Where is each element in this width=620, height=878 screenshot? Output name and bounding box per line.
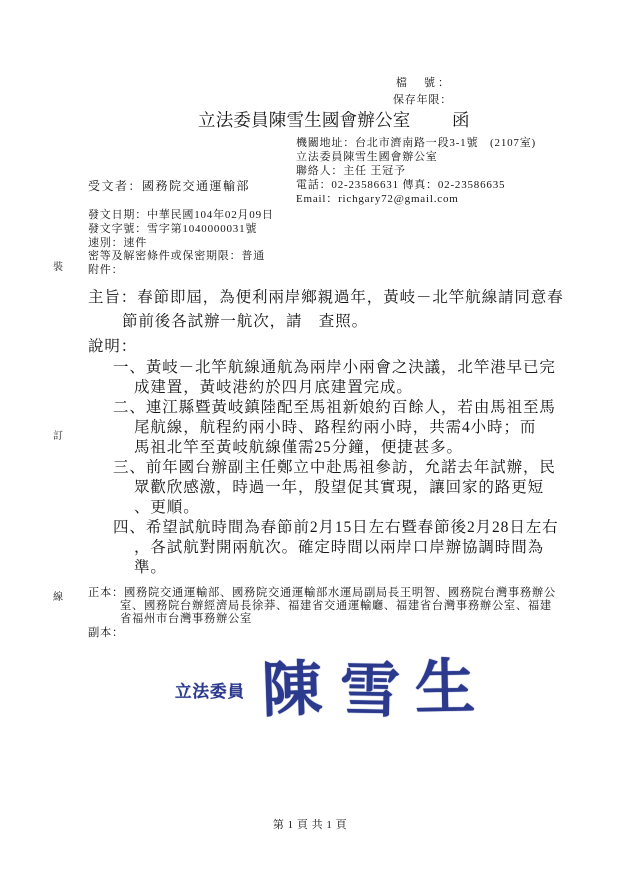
explanation-item-4 [113, 518, 559, 538]
sender-fax: 02-23586635 [437, 179, 506, 191]
classification-value: 普通 [241, 250, 266, 262]
reference-number-row [88, 222, 257, 236]
explanation-item-2 [113, 398, 556, 418]
sender-email: richgary72@gmail.com [338, 193, 459, 205]
item-text: 黃岐－北竿航線通航為兩岸小兩會之決議，北竿港早已完 [145, 359, 556, 376]
original-recipients-continued: 省福州市台灣事務辦公室 [120, 613, 252, 625]
item-text-continued: 準。 [134, 559, 167, 576]
sender-office: 立法委員陳雪生國會辦公室 [296, 151, 438, 163]
item-number: 二、 [113, 399, 146, 416]
margin-mark-binding: 裝 [53, 262, 63, 273]
item-number: 一、 [113, 359, 146, 376]
urgency-label: 速別： [88, 237, 124, 249]
item-text-continued: 眾歡欣感激，時過一年，殷望促其實現，讓回家的路更短 [134, 479, 545, 496]
classification-row [88, 249, 265, 263]
recipient-row [88, 178, 250, 194]
subject-text: 春節即屆，為便利兩岸鄉親過年，黃岐－北竿航線請同意春 [137, 289, 564, 306]
sender-email-row [296, 192, 459, 206]
original-recipients-label: 正本： [88, 587, 124, 599]
sender-address: 台北市濟南路一段3-1號 (2107室) [355, 137, 536, 149]
subject-label: 主旨： [88, 289, 138, 306]
document-type: 函 [452, 110, 470, 130]
item-text: 連江縣暨黃岐鎮陸配至馬祖新娘約百餘人，若由馬祖至馬 [145, 399, 556, 416]
reference-number-label: 發文字號： [88, 223, 147, 235]
urgency-value: 速件 [123, 237, 148, 249]
signature-char-1: 陳 [260, 653, 324, 727]
explanation-item-1 [113, 358, 556, 378]
file-number-label: 檔 號： [396, 77, 452, 89]
item-text-continued: 馬祖北竿至黃岐航線僅需25分鐘，便捷甚多。 [134, 439, 463, 456]
urgency-row [88, 236, 147, 250]
retention-period-label: 保存年限： [393, 94, 452, 106]
item-text: 希望試航時間為春節前2月15日左右暨春節後2月28日左右 [145, 519, 559, 536]
item-text: 前年國台辦副主任鄭立中赴馬祖參訪，允諾去年試辦，民 [145, 459, 556, 476]
issue-date-row [88, 208, 274, 222]
margin-mark-staple: 訂 [53, 431, 63, 442]
attachment-label: 附件： [88, 264, 124, 276]
margin-mark-line: 線 [53, 592, 63, 603]
signature-char-3: 生 [414, 652, 476, 724]
sender-contact-label: 聯絡人： [296, 165, 344, 177]
item-text-continued: 尾航線，航程約兩小時、路程約兩小時，共需4小時；而 [134, 419, 537, 436]
issue-date-value: 中華民國104年02月09日 [147, 209, 274, 221]
original-recipients-row [88, 587, 556, 600]
classification-label: 密等及解密條件或保密期限： [88, 250, 242, 262]
original-recipients-text: 國務院交通運輸部、國務院交通運輸部水運局副局長王明智、國務院台灣事務辦公 [124, 587, 556, 599]
explanation-label: 說明： [88, 338, 138, 355]
recipient-label: 受文者： [88, 179, 143, 193]
sender-address-row [296, 136, 536, 150]
reference-number-value: 雪字第1040000031號 [147, 223, 258, 235]
sender-contact: 主任 王冠予 [343, 165, 406, 177]
sender-phone-label: 電話： [296, 179, 332, 191]
subject-line-1 [88, 288, 564, 308]
sender-address-label: 機關地址： [296, 137, 355, 149]
page-number: 第 1 頁 共 1 頁 [272, 819, 348, 831]
sender-contact-row [296, 164, 406, 178]
subject-line-2: 節前後各試辦一航次，請 查照。 [122, 313, 369, 330]
item-text-continued: 成建置，黃岐港約於四月底建置完成。 [134, 379, 413, 396]
carbon-copy-label: 副本： [88, 627, 124, 639]
item-number: 三、 [113, 459, 146, 476]
sender-phone: 02-23586631 [331, 179, 399, 191]
explanation-item-3 [113, 458, 556, 478]
original-recipients-continued: 室、國務院台辦經濟局長徐莽、福建省交通運輸廳、福建省台灣事務辦公室、福建 [120, 600, 552, 612]
signature-char-2: 雪 [339, 655, 401, 727]
item-text-continued: ，各試航對開兩航次。確定時間以兩岸口岸辦協調時間為 [134, 539, 545, 556]
office-title: 立法委員陳雪生國會辦公室 [198, 110, 411, 130]
item-number: 四、 [113, 519, 146, 536]
signature-title: 立法委員 [175, 682, 245, 701]
sender-email-label: Email： [296, 193, 339, 205]
item-text-continued: 、更順。 [134, 499, 200, 516]
issue-date-label: 發文日期： [88, 209, 147, 221]
sender-phone-fax-row [296, 178, 505, 192]
recipient-value: 國務院交通運輸部 [142, 179, 251, 193]
sender-fax-label: 傳真： [402, 179, 438, 191]
